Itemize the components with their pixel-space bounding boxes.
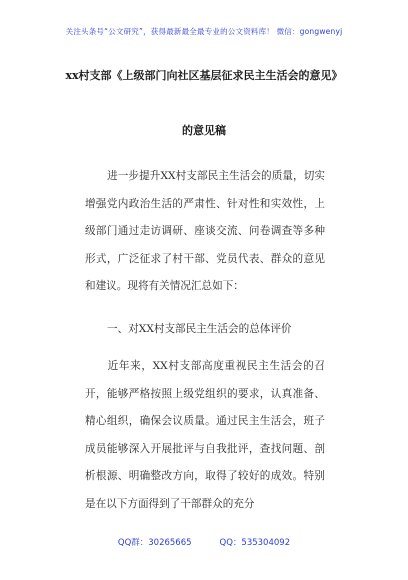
document-title: xx村支部《上级部门向社区基层征求民主生活会的意见》 bbox=[65, 69, 343, 82]
paragraph-intro bbox=[85, 163, 325, 301]
paragraph-evaluation-text: 近年来，XX村支部高度重视民主生活会的召开，能够严格按照上级党组织的要求，认真准备、精心组织，确保会议质量。通过民主生活会，班子成员能够深入开展批评与自我批评，查找问题、剖析根源、明确整改方向，取得了较好的成效。特别是在以下方面得到了干部群众的充分 bbox=[85, 360, 325, 510]
footer-qq-group: QQ群：30265665 bbox=[117, 538, 192, 548]
footer-contact bbox=[0, 536, 408, 548]
header-note: 关注头条号“公文研究”，获得最新最全最专业的公文资料库！ 微信：gongwenyj bbox=[65, 27, 343, 36]
paragraph-evaluation bbox=[85, 353, 325, 518]
section-heading: 一、对XX村支部民主生活会的总体评价 bbox=[107, 323, 292, 335]
footer-qq: QQ：535304092 bbox=[219, 538, 291, 548]
document-subtitle: 的意见稿 bbox=[182, 124, 226, 137]
paragraph-intro-text: 进一步提升XX村支部民主生活会的质量，切实增强党内政治生活的严肃性、针对性和实效性，上级部门通过走访调研、座谈交流、问卷调查等多种形式，广泛征求了村干部、党员代表、群众的意见和建议。现将有关情况汇总如下： bbox=[85, 170, 325, 292]
